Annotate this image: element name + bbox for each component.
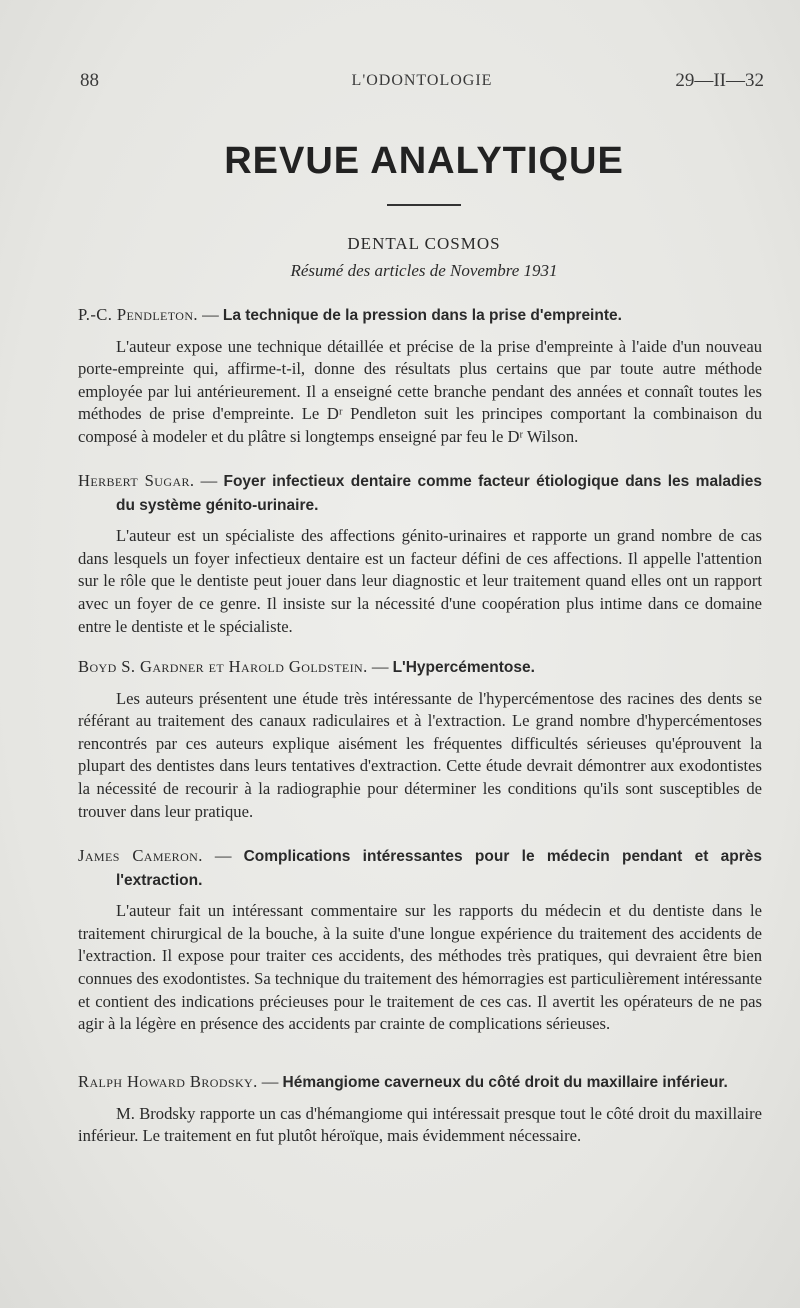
- article-gardner-goldstein: [78, 656, 762, 823]
- article-author: Herbert Sugar.: [78, 471, 195, 490]
- article-author: Ralph Howard Brodsky.: [78, 1072, 258, 1091]
- article-title: La technique de la pression dans la prise d'empreinte.: [222, 307, 622, 324]
- article-author: Boyd S. Gardner et Harold Goldstein.: [78, 657, 368, 676]
- heading-dash: —: [257, 1072, 283, 1091]
- article-title: Hémangiome caverneux du côté droit du maxillaire inférieur.: [282, 1074, 728, 1091]
- article-body: L'auteur est un spécialiste des affections génito-urinaires et rapporte un grand nombre de cas dans lesquels un foyer infectieux dentaire est un facteur défini de ces affections. Il appelle l'attention sur le rôle que le dentiste peut jouer dans leur diagnostic et leur traitement quand elles ont un rapport avec un foyer de ce genre. Il insiste sur la nécessité d'une coopération plus intime dans ce domaine entre le dentiste et le spécialiste.: [78, 526, 762, 636]
- article-brodsky: [78, 1071, 762, 1148]
- section-journal: DENTAL COSMOS: [347, 234, 501, 253]
- article-heading: [78, 470, 762, 517]
- article-heading: [78, 1071, 762, 1095]
- page-title: REVUE ANALYTIQUE: [224, 140, 624, 182]
- heading-dash: —: [197, 305, 223, 324]
- article-body: L'auteur fait un intéressant commentaire sur les rapports du médecin et du dentiste dans le traitement chirurgical de la bouche, à la suite d'une longue expérience du traitement des accidents de l'extraction. Il expose pour traiter ces accidents, des méthodes très pratiques, qui devraient être bien connues des exodontistes. Sa technique du traitement des hémorragies est particulièrement intéressante et contient des indications précieuses pour le traitement de ces cas. Il avertit les opérateurs de ne pas agir à la légère en présence des accidents par crainte de complications sérieuses.: [78, 901, 762, 1034]
- running-head-journal: L'ODONTOLOGIE: [351, 72, 493, 89]
- article-title: L'Hypercémentose.: [392, 659, 535, 676]
- article-author: P.-C. Pendleton.: [78, 305, 198, 324]
- issue-date: 29—II—32: [675, 70, 764, 91]
- article-author: James Cameron.: [78, 846, 203, 865]
- title-rule: [387, 204, 461, 206]
- heading-dash: —: [367, 657, 393, 676]
- heading-dash: —: [202, 846, 244, 865]
- article-body: M. Brodsky rapporte un cas d'hémangiome qui intéressait presque tout le côté droit du maxillaire inférieur. Le traitement en fut plutôt héroïque, mais évidemment nécessaire.: [78, 1103, 762, 1146]
- article-heading: [78, 304, 762, 328]
- heading-dash: —: [194, 471, 224, 490]
- article-cameron: [78, 845, 762, 1036]
- article-title: Complications intéressantes pour le médecin pendant et après l'extraction.: [116, 848, 763, 889]
- running-head: [80, 70, 764, 96]
- article-sugar: [78, 470, 762, 638]
- article-body: L'auteur expose une technique détaillée et précise de la prise d'empreinte à l'aide d'un nouveau porte-empreinte qui, affirme-t-il, donne des résultats plus certains que par toute autre méthode employée par lui antérieurement. Il a enseigné cette branche pendant des années et connaît toutes les méthodes de prise d'empreinte. Le Dʳ Pendleton suit les principes comportant la combinaison du composé à modeler et du plâtre si longtemps enseigné par feu le Dʳ Wilson.: [78, 336, 762, 446]
- article-heading: [78, 656, 762, 680]
- article-body: Les auteurs présentent une étude très intéressante de l'hypercémentose des racines des dents se référant au traitement des canaux radiculaires et à l'extraction. Le grand nombre d'hypercémentoses rencontrés par ces auteurs explique aisément les fréquentes difficultés sérieuses qu'éprouvent la plupart des dentistes dans leurs tentatives d'extraction. Cette étude devrait démontrer aux exodontistes la nécessité de recourir à la radiographie pour déterminer les conditions qu'ils sont susceptibles de trouver dans leur pratique.: [78, 688, 762, 821]
- article-pendleton: [78, 304, 762, 449]
- section-subtitle: Résumé des articles de Novembre 1931: [290, 261, 558, 280]
- article-title: Foyer infectieux dentaire comme facteur étiologique dans les maladies du système génito-urinaire.: [116, 473, 763, 514]
- page-number: 88: [80, 70, 99, 91]
- article-heading: [78, 845, 762, 892]
